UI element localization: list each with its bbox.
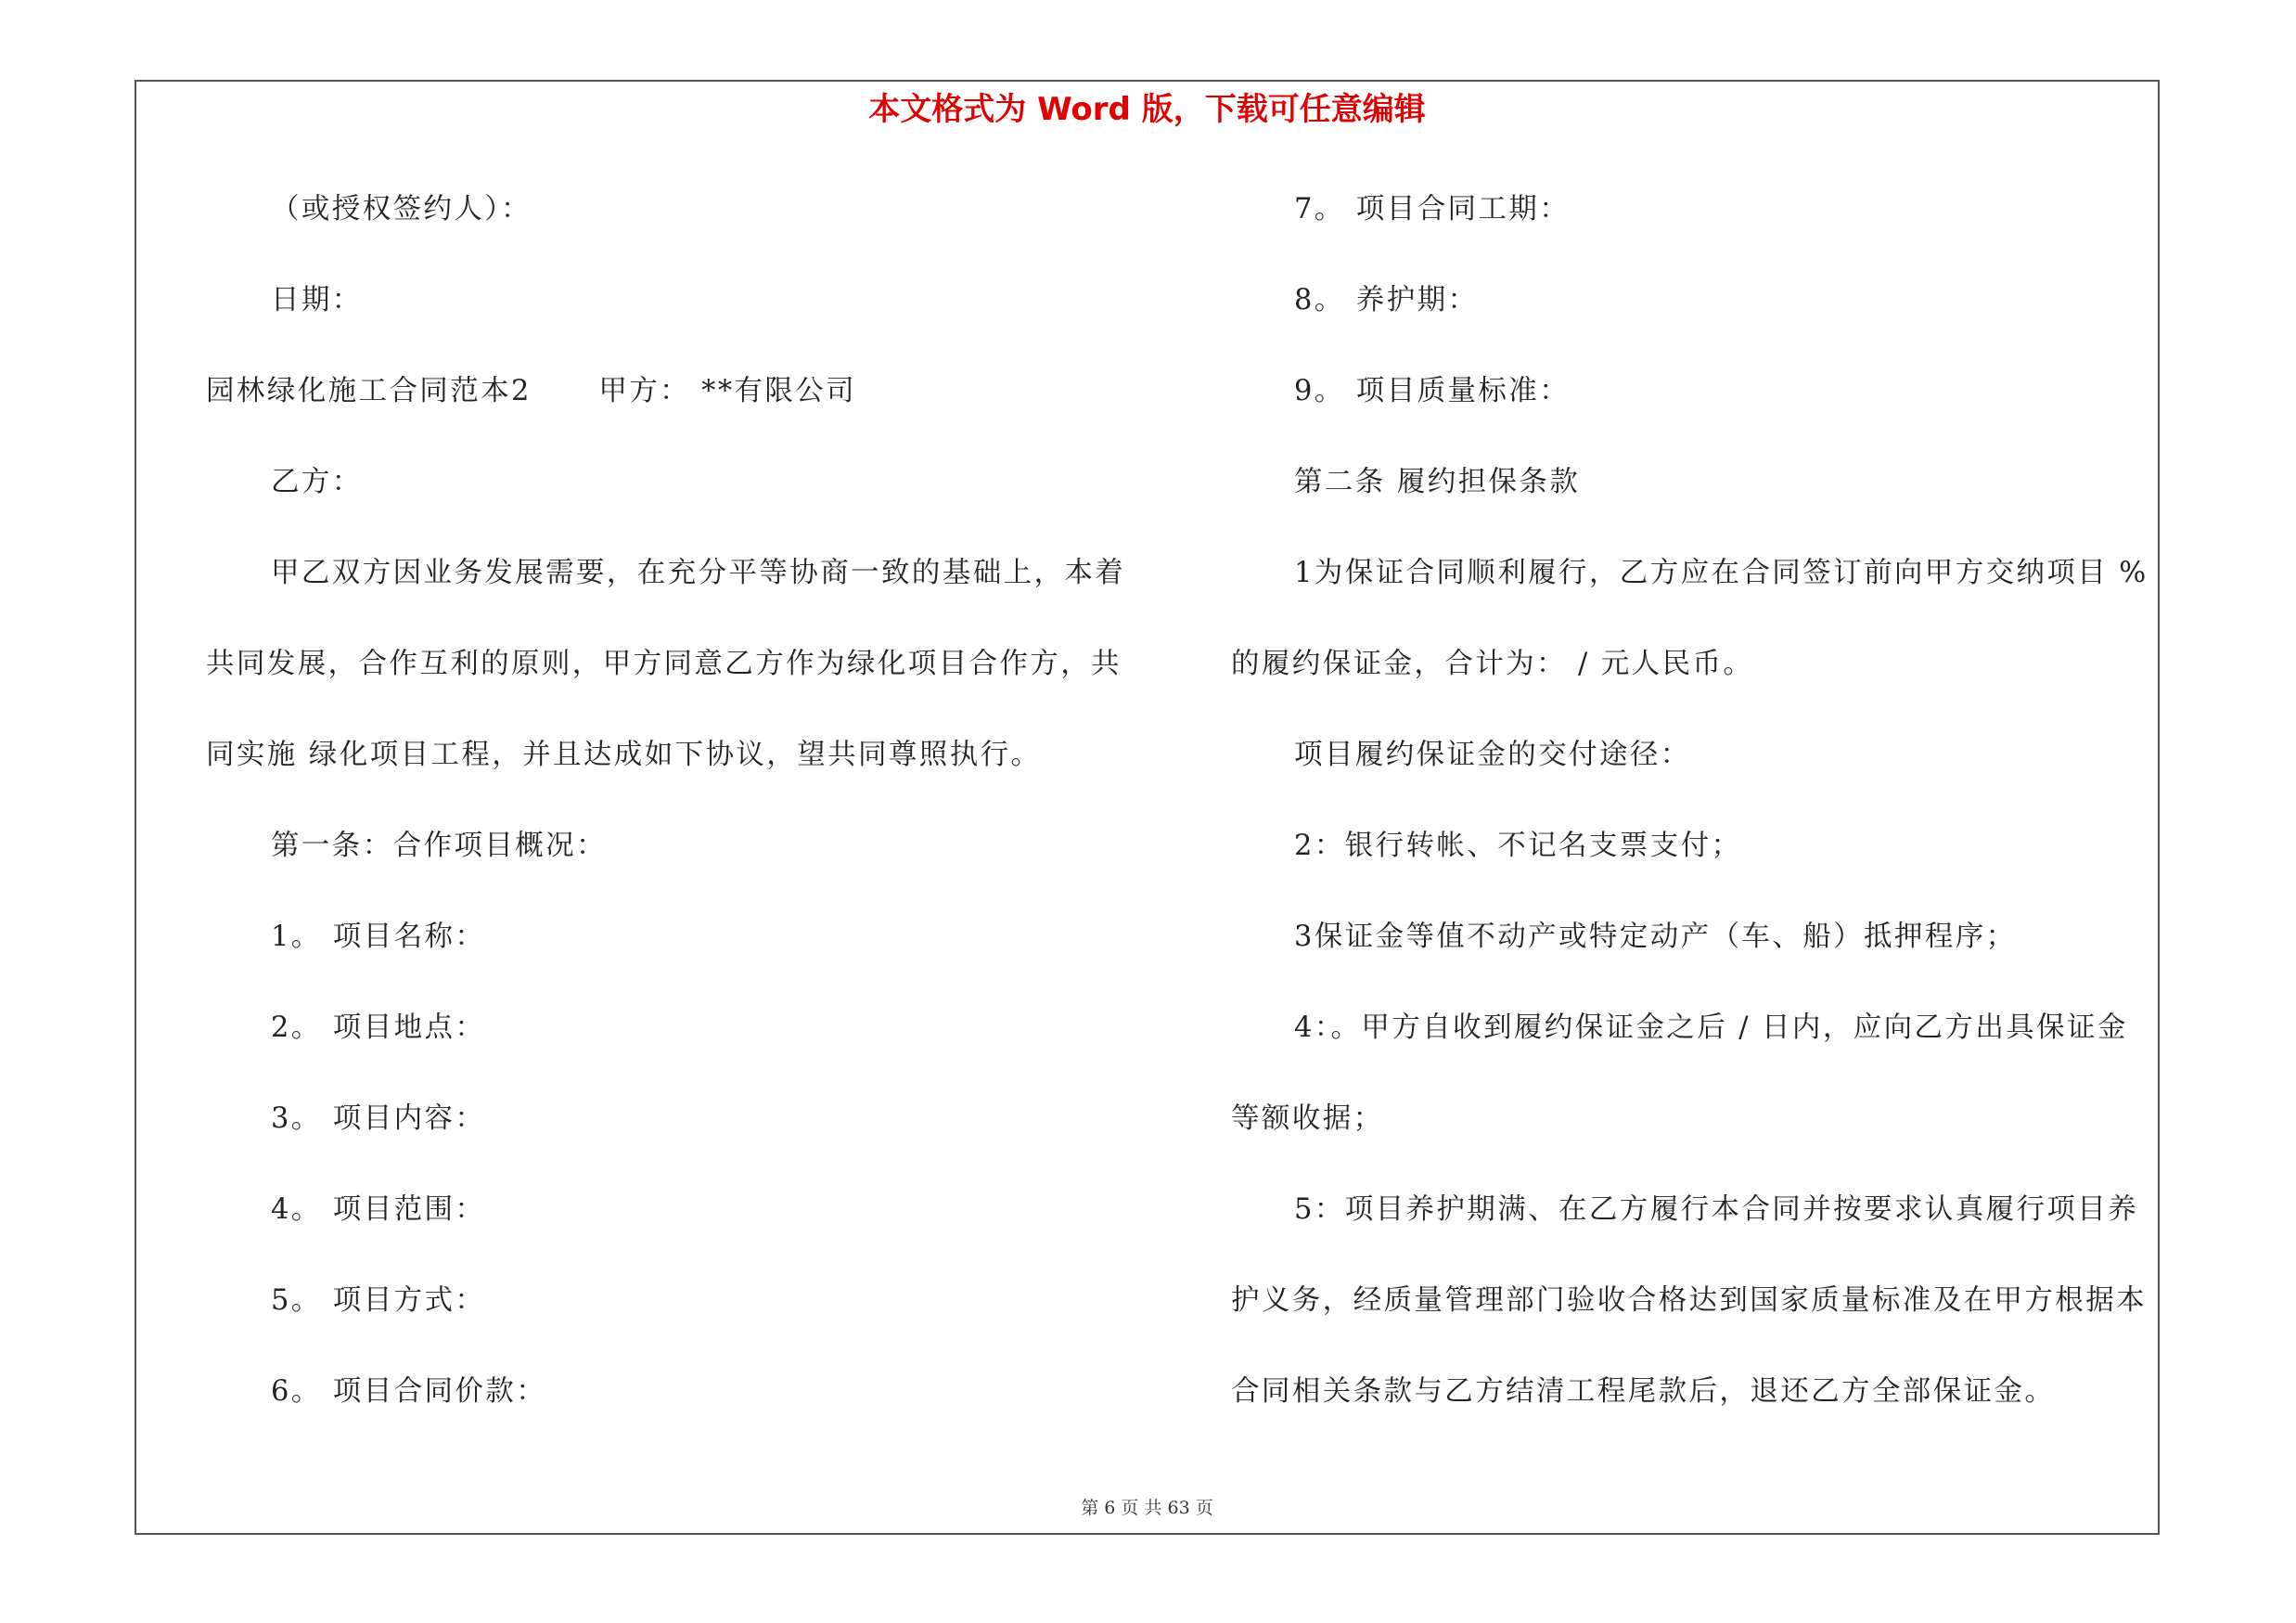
right-line-14: 合同相关条款与乙方结清工程尾款后，退还乙方全部保证金。 xyxy=(1231,1375,2056,1408)
right-line-3: 9。 项目质量标准： xyxy=(1294,375,1571,407)
right-line-10: 4：。甲方自收到履约保证金之后 / 日内，应向乙方出具保证金 xyxy=(1294,1011,2128,1044)
left-line-2: 日期： xyxy=(271,284,363,316)
right-line-12: 5：项目养护期满、在乙方履行本合同并按要求认真履行项目养 xyxy=(1294,1193,2139,1226)
left-line-7: 同实施 绿化项目工程，并且达成如下协议，望共同尊照执行。 xyxy=(206,739,1042,771)
right-line-2: 8。 养护期： xyxy=(1294,284,1479,316)
right-line-5: 1为保证合同顺利履行，乙方应在合同签订前向甲方交纳项目 % xyxy=(1294,557,2148,589)
left-line-5: 甲乙双方因业务发展需要，在充分平等协商一致的基础上，本着 xyxy=(271,557,1126,589)
left-line-3: 园林绿化施工合同范本2 甲方： **有限公司 xyxy=(206,375,857,407)
left-line-9: 1。 项目名称： xyxy=(271,921,486,953)
left-line-1: （或授权签约人）： xyxy=(271,193,532,225)
left-line-13: 5。 项目方式： xyxy=(271,1284,486,1317)
left-line-6: 共同发展，合作互利的原则，甲方同意乙方作为绿化项目合作方，共 xyxy=(206,648,1122,680)
page-number-footer: 第 6 页 共 63 页 xyxy=(1081,1498,1213,1518)
left-line-10: 2。 项目地点： xyxy=(271,1011,486,1044)
left-line-4: 乙方： xyxy=(271,466,363,498)
left-line-12: 4。 项目范围： xyxy=(271,1193,486,1226)
right-line-9: 3保证金等值不动产或特定动产（车、船）抵押程序； xyxy=(1294,921,2017,953)
right-line-4: 第二条 履约担保条款 xyxy=(1294,466,1581,498)
right-line-8: 2：银行转帐、不记名支票支付； xyxy=(1294,830,1742,862)
format-banner: 本文格式为 Word 版，下载可任意编辑 xyxy=(868,91,1426,128)
right-line-13: 护义务，经质量管理部门验收合格达到国家质量标准及在甲方根据本 xyxy=(1231,1284,2147,1317)
left-line-8: 第一条：合作项目概况： xyxy=(271,830,607,862)
right-line-7: 项目履约保证金的交付途径： xyxy=(1294,739,1691,771)
left-line-14: 6。 项目合同价款： xyxy=(271,1375,547,1408)
right-line-1: 7。 项目合同工期： xyxy=(1294,193,1571,225)
right-line-6: 的履约保证金，合计为： / 元人民币。 xyxy=(1231,648,1754,680)
left-line-11: 3。 项目内容： xyxy=(271,1102,486,1135)
right-line-11: 等额收据； xyxy=(1231,1102,1384,1135)
